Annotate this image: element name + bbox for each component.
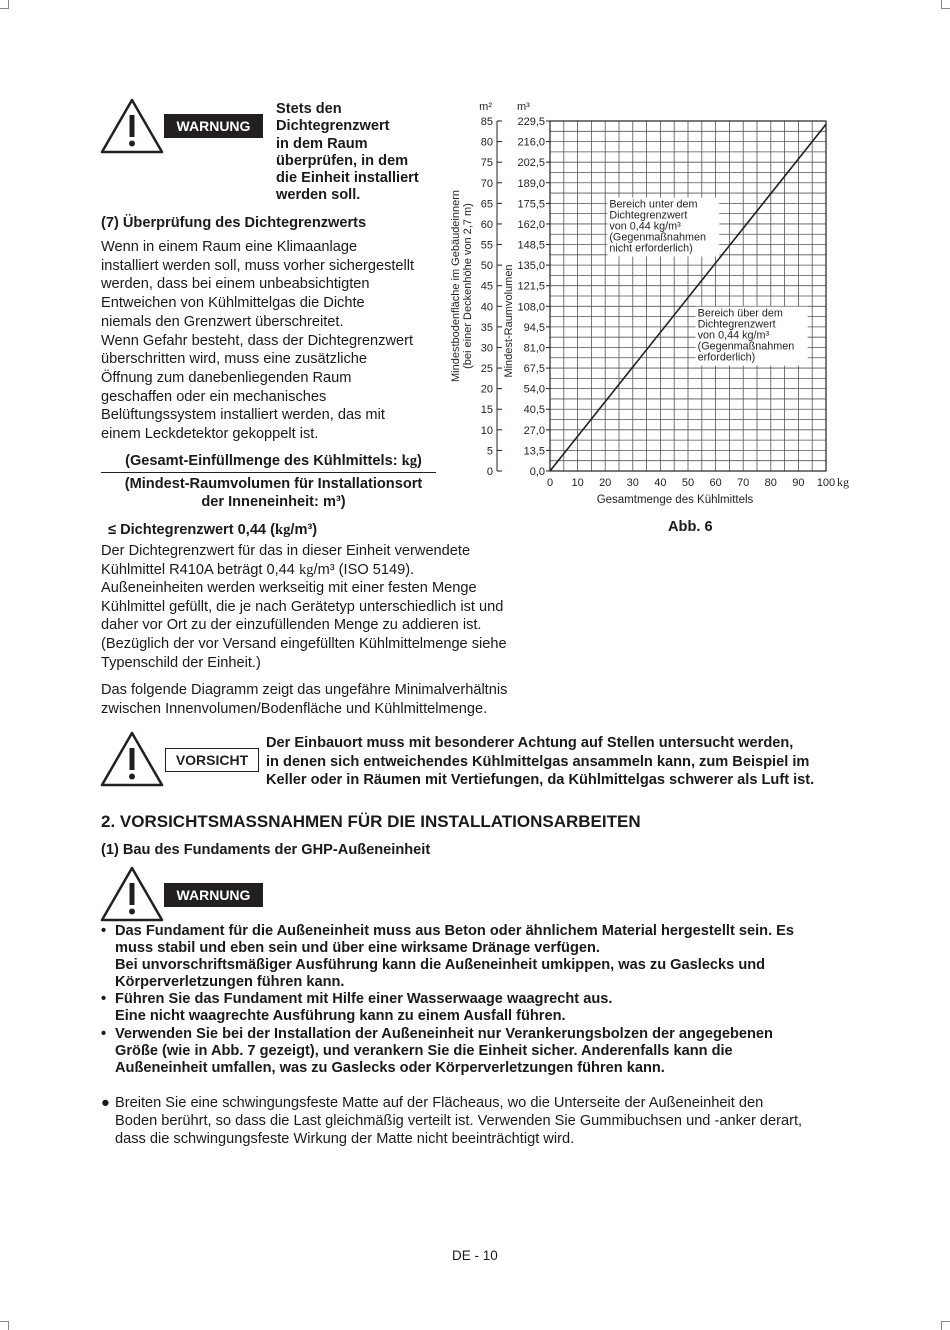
- section7-para4: Das folgende Diagramm zeigt das ungefähre Minimalverhältnis zwischen Innenvolumen/Bodenfläche und Kühlmittelmenge.: [101, 682, 508, 717]
- y-right-unit: m³: [517, 101, 530, 113]
- formula-limit-suffix: /m³): [290, 522, 318, 538]
- bullet-glyph: •: [101, 991, 107, 1007]
- x-unit: kg: [837, 475, 849, 489]
- y-left-tick-label: 25: [480, 363, 493, 376]
- y-right-tick-label: 216,0: [517, 136, 545, 149]
- y-right-tick-label: 135,0: [517, 260, 545, 273]
- warning-bullet-text-1: Das Fundament für die Außeneinheit muss aus Beton oder ähnlichem Material hergestellt sein. Es muss stabil und eben sein und über eine wirksame Dränage verfügen. Bei unvorschriftsmäßiger Ausführung kann die Außeneinheit umkippen, was zu Gaslecks und Körperverletzungen führen kann.: [115, 923, 795, 990]
- y-right-tick-label: 229,5: [517, 116, 545, 128]
- y-right-tick-label: 175,5: [517, 198, 545, 211]
- y-left-axis-label: Mindestbodenfläche im Gebäudeinnern: [450, 189, 462, 383]
- y-left-unit: m²: [479, 101, 492, 113]
- y-right-tick-label: 54,0: [523, 383, 545, 396]
- crop-mark-bottom-left: [0, 1321, 9, 1330]
- warning-bullet-text-3: Verwenden Sie bei der Installation der Außeneinheit nur Verankerungsbolzen der angegebenen Größe (wie in Abb. 7 gezeigt), und verankern Sie die Einheit sicher. Anderenfalls kann die Außeneinheit umfallen, was zu Gaslecks oder Körperverletzungen führen kann.: [115, 1026, 773, 1076]
- x-tick-label: 50: [681, 477, 695, 489]
- section7-para1: Wenn in einem Raum eine Klimaanlage installiert werden soll, muss vorher sichergestellt werden, dass bei einem unbeabsichtigten Entweichen von Kühlmittelgas die Dichte niemals den Grenzwert überschreitet. Wenn Gefahr besteht, dass der Dichtegrenzwert überschritten wird, muss eine zusätzliche Öffnung zum danebenliegenden Raum geschaffen oder ein mechanisches Belüftungssystem installiert werden, das mit einem Leckdetektor gekoppelt ist.: [101, 239, 415, 443]
- y-right-tick-label: 148,5: [517, 239, 545, 252]
- note-bullet-icon: ●: [101, 1095, 110, 1111]
- warning-triangle-icon: [100, 98, 164, 154]
- y-right-tick-label: 81,0: [523, 342, 545, 355]
- formula-numerator-unit: kg: [401, 453, 418, 469]
- y-left-tick-label: 10: [480, 424, 493, 437]
- formula-numerator-suffix: ): [417, 453, 422, 469]
- y-right-tick-label: 0,0: [529, 466, 545, 478]
- formula-divider: [101, 472, 436, 473]
- figure-caption: Abb. 6: [668, 519, 713, 535]
- y-left-tick-label: 85: [480, 116, 493, 128]
- x-tick-label: 70: [737, 477, 750, 489]
- y-left-tick-label: 80: [480, 136, 493, 149]
- annotation-line: (Gegenmaßnahmen: [609, 231, 706, 244]
- formula-limit-prefix: ≤ Dichtegrenzwert 0,44 (: [108, 522, 275, 538]
- x-axis-label: Gesamtmenge des Kühlmittels: [596, 494, 754, 506]
- annotation-line: von 0,44 kg/m³: [609, 220, 681, 233]
- annotation-line: Bereich über dem: [697, 307, 783, 320]
- annotation-line: Bereich unter dem: [609, 198, 698, 211]
- formula-denominator: (Mindest-Raumvolumen für Installationsort der Inneneinheit: m³): [124, 476, 423, 510]
- y-left-tick-label: 15: [480, 404, 493, 417]
- y-right-axis-label: Mindest-Raumvolumen: [503, 264, 515, 378]
- y-left-tick-label: 55: [480, 239, 493, 252]
- x-tick-label: 80: [764, 477, 777, 489]
- crop-mark-bottom-right: [941, 1321, 950, 1330]
- x-tick-label: 60: [709, 477, 722, 489]
- y-right-tick-label: 189,0: [517, 177, 545, 190]
- section7-heading: (7) Überprüfung des Dichtegrenzwerts: [101, 215, 367, 231]
- x-tick-label: 0: [546, 477, 554, 489]
- y-right-tick-label: 202,5: [517, 157, 545, 170]
- y-left-tick-label: 0: [486, 466, 493, 478]
- caution-triangle-icon: [100, 731, 164, 787]
- y-right-tick-label: 67,5: [523, 363, 545, 376]
- y-left-tick-label: 60: [480, 218, 493, 231]
- warning-text-1: Stets den Dichtegrenzwert in dem Raum überprüfen, in dem die Einheit installiert werden soll.: [276, 101, 419, 204]
- y-right-tick-label: 94,5: [523, 321, 545, 334]
- y-left-tick-label: 35: [480, 321, 493, 334]
- x-tick-label: 100: [816, 477, 836, 489]
- y-left-tick-label: 30: [480, 342, 493, 355]
- y-left-tick-label: 40: [480, 301, 493, 314]
- section7-para2: [101, 542, 601, 579]
- y-right-tick-label: 108,0: [517, 301, 545, 314]
- warning-label-2: WARNUNG: [164, 883, 263, 907]
- crop-mark-top-left: [0, 0, 9, 9]
- page-number: DE - 10: [452, 1248, 498, 1263]
- y-left-tick-label: 5: [486, 445, 493, 458]
- formula-limit-unit: kg: [274, 522, 291, 538]
- note-text: Breiten Sie eine schwingungsfeste Matte auf der Flächeaus, wo die Unterseite der Außeneinheit den Boden berührt, so dass die Last gleichmäßig verteilt ist. Verwenden Sie Gummibuchsen und -anker derart, dass die schwingungsfeste Wirkung der Matte nicht beeinträchtigt wird.: [115, 1095, 803, 1147]
- y-left-tick-label: 45: [480, 280, 493, 293]
- x-tick-label: 10: [571, 477, 584, 489]
- section7-para2-b: /m³ (ISO 5149).: [313, 561, 415, 578]
- x-tick-label: 30: [626, 477, 639, 489]
- warning-triangle-icon: [100, 866, 164, 922]
- section2-heading: 2. VORSICHTSMASSNAHMEN FÜR DIE INSTALLATIONSARBEITEN: [101, 812, 641, 831]
- warning-label-1: WARNUNG: [164, 114, 263, 138]
- annotation-line: nicht erforderlich): [609, 242, 693, 255]
- y-left-tick-label: 65: [480, 198, 493, 211]
- caution-text: Der Einbauort muss mit besonderer Achtung auf Stellen untersucht werden, in denen sich entweichendes Kühlmittelgas ansammeln kann, zum Beispiel im Keller oder in Räumen mit Vertiefungen, da Kühlmittelgas schwerer als Luft ist.: [266, 735, 815, 788]
- y-right-tick-label: 27,0: [523, 424, 545, 437]
- bullet-glyph: •: [101, 1026, 107, 1042]
- y-left-tick-label: 20: [480, 383, 493, 396]
- formula-limit: [108, 522, 317, 540]
- x-tick-label: 40: [654, 477, 667, 489]
- refrigerant-limit-chart: [440, 96, 860, 516]
- y-left-tick-label: 70: [480, 177, 493, 190]
- section7-para2-a: Der Dichtegrenzwert für das in dieser Einheit verwendete Kühlmittel R410A beträgt 0,44: [101, 543, 471, 578]
- y-left-axis-label-2: (bei einer Deckenhöhe von 2,7 m): [462, 203, 474, 369]
- y-left-tick-label: 75: [480, 157, 493, 170]
- annotation-line: (Gegenmaßnahmen: [697, 340, 795, 353]
- annotation-line: erforderlich): [697, 351, 756, 364]
- section7-para3: Außeneinheiten werden werkseitig mit einer festen Menge Kühlmittel gefüllt, die je nach Gerätetyp unterschiedlich ist und daher vor Ort zu der einzufüllenden Menge zu addieren ist. (Bezüglich der vor Versand eingefüllten Kühlmittelmenge siehe Typenschild der Einheit.): [101, 580, 507, 671]
- y-right-tick-label: 121,5: [517, 280, 545, 293]
- warning-bullet-text-2: Führen Sie das Fundament mit Hilfe einer Wasserwaage waagrecht aus. Eine nicht waagrechte Ausführung kann zu einem Ausfall führen.: [115, 991, 613, 1024]
- crop-mark-top-right: [941, 0, 950, 9]
- section7-para2-unit: kg: [298, 561, 314, 578]
- y-right-tick-label: 13,5: [523, 445, 545, 458]
- annotation-line: Dichtegrenzwert: [609, 209, 688, 222]
- formula-numerator-prefix: (Gesamt-Einfüllmenge des Kühlmittels:: [125, 453, 402, 469]
- bullet-glyph: •: [101, 923, 107, 939]
- y-right-tick-label: 162,0: [517, 218, 545, 231]
- formula-numerator: [101, 453, 446, 471]
- annotation-line: Dichtegrenzwert: [697, 318, 776, 331]
- section2-subheading: (1) Bau des Fundaments der GHP-Außeneinheit: [101, 842, 431, 858]
- x-tick-label: 90: [792, 477, 805, 489]
- x-tick-label: 20: [599, 477, 612, 489]
- y-left-tick-label: 50: [480, 260, 493, 273]
- caution-label: VORSICHT: [165, 748, 259, 772]
- annotation-line: von 0,44 kg/m³: [697, 329, 770, 342]
- y-right-tick-label: 40,5: [523, 404, 545, 417]
